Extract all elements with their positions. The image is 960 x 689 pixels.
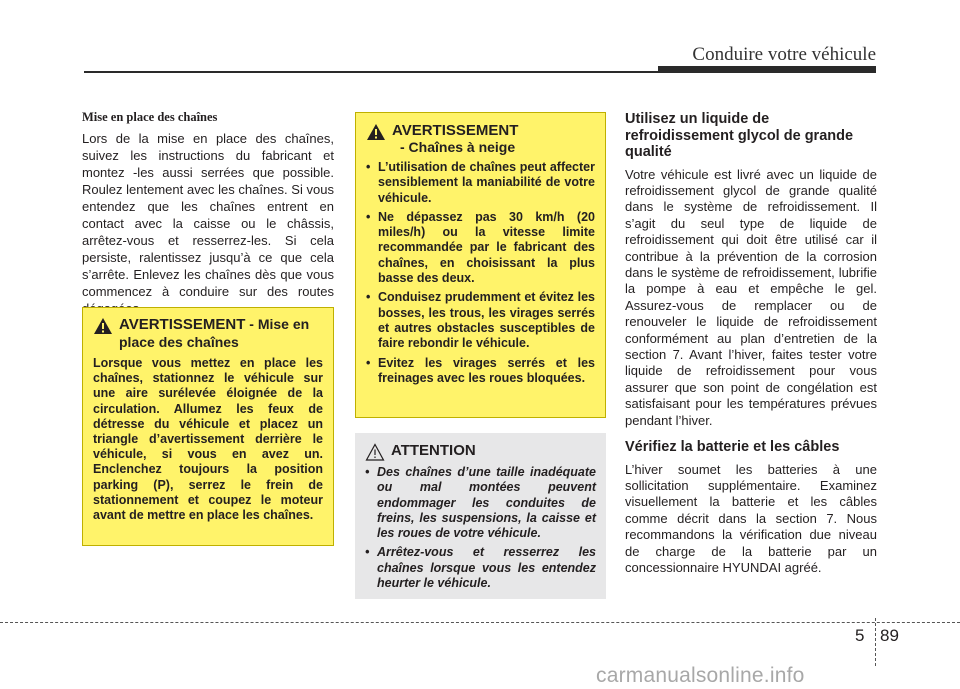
attention-list xyxy=(365,465,596,591)
section-paragraph: Lors de la mise en place des chaînes, suivez les instructions du fabricant et montez -les aussi serrées que possible. Roulez lentement avec les chaînes. Si vous entendez que les chaînes entrent en contact avec la caisse ou le châssis, arrêtez-vous et resserrez-les. Si cela persiste, ralentissez jusqu’à ce que cela s’arrête. Enlevez les chaînes dès que vous commencez à conduire sur des routes xyxy=(82,131,334,299)
list-item: • Conduisez prudemment et évitez les bosses, les trous, les virages serrés et autres obstacles susceptibles de faire rebondir le véhicule. xyxy=(366,290,595,351)
column-right xyxy=(625,111,877,586)
section-number: 5 xyxy=(855,626,865,645)
section-heading: Vérifiez la batterie et les câbles xyxy=(625,439,840,455)
section-heading: Mise en place des chaînes xyxy=(82,110,218,124)
column-left xyxy=(82,110,334,317)
attention-title: ATTENTION xyxy=(391,442,476,459)
attention-box xyxy=(355,433,606,599)
warning-triangle-icon xyxy=(366,123,386,141)
section-heading: Utilisez un liquide de refroidissement glycol de grande qualité xyxy=(625,111,854,160)
warning-subtitle: - Chaînes à neige xyxy=(400,139,516,155)
section-paragraph: L’hiver soumet les batteries à une sollicitation supplémentaire. Examinez visuellement la batterie et les câbles comme décrit dans la section 7. Nous recommandons la vérification due niveau de charge de la batterie par un concessionnaire HYUNDAI agréé. xyxy=(625,461,877,575)
caution-triangle-icon xyxy=(365,443,385,461)
list-item: • Arrêtez-vous et resserrez les chaînes lorsque vous les entendez heurter le véhicule. xyxy=(365,545,596,591)
warning-list xyxy=(366,160,595,386)
warning-box-snow-chains xyxy=(355,112,606,418)
warning-title: AVERTISSEMENT xyxy=(119,316,246,333)
list-item: • Ne dépassez pas 30 km/h (20 miles/h) ou la vitesse limite recommandée par le fabricant des chaînes, en choisissant la plus basse des deux. xyxy=(366,210,595,286)
warning-box-chains-install xyxy=(82,307,334,546)
running-header: Conduire votre véhicule xyxy=(692,44,876,65)
watermark: carmanualsonline.info xyxy=(596,664,805,687)
list-item: • Des chaînes d’une taille inadéquate ou mal montées peuvent endommager les conduites de freins, les suspensions, la caisse et les roues de votre véhicule. xyxy=(365,465,596,541)
list-item: • Evitez les virages serrés et les freinages avec les roues bloquées. xyxy=(366,356,595,387)
warning-title: AVERTISSEMENT xyxy=(392,122,519,139)
warning-subtitle: - Mise en place des chaînes xyxy=(119,316,310,350)
section-paragraph: Votre véhicule est livré avec un liquide de refroidissement glycol de grande qualité dans le système de refroidissement. Il s’agit du seul type de liquide de refroidissement qui doit être utilisé car il contribue à la prévention de la corrosion dans le système de refroidissement, lubrifie la pompe à eau et empêche le gel. Assurez-vous de remplacer ou de renouveler le liquide de refroidissement conformément au plan d’entretien de la section 7. Avant l’hiver, faites tester votre liquide de refroidissement pour vous assurer que son point de congélation est satisfaisant pour les températures prévues pendant l’hiver. xyxy=(625,166,877,428)
page-number-divider xyxy=(875,618,876,666)
list-item: • L’utilisation de chaînes peut affecter sensiblement la maniabilité de votre véhicule. xyxy=(366,160,595,206)
warning-triangle-icon xyxy=(93,317,113,335)
header-rule-thick xyxy=(658,66,876,73)
footer-rule xyxy=(0,622,960,623)
page-number: 89 xyxy=(880,626,899,645)
warning-body: Lorsque vous mettez en place les chaînes, stationnez le véhicule sur une aire surélevée éloignée de la circulation. Allumez les feux de détresse du véhicule et placez un triangle d’avertissement derrière le véhicule, si vous en avez un. Enclenchez toujours la position parking (P), serrez le frein de stationnement et coupez le moteur avant de mettre en place les chaînes. xyxy=(93,356,323,523)
